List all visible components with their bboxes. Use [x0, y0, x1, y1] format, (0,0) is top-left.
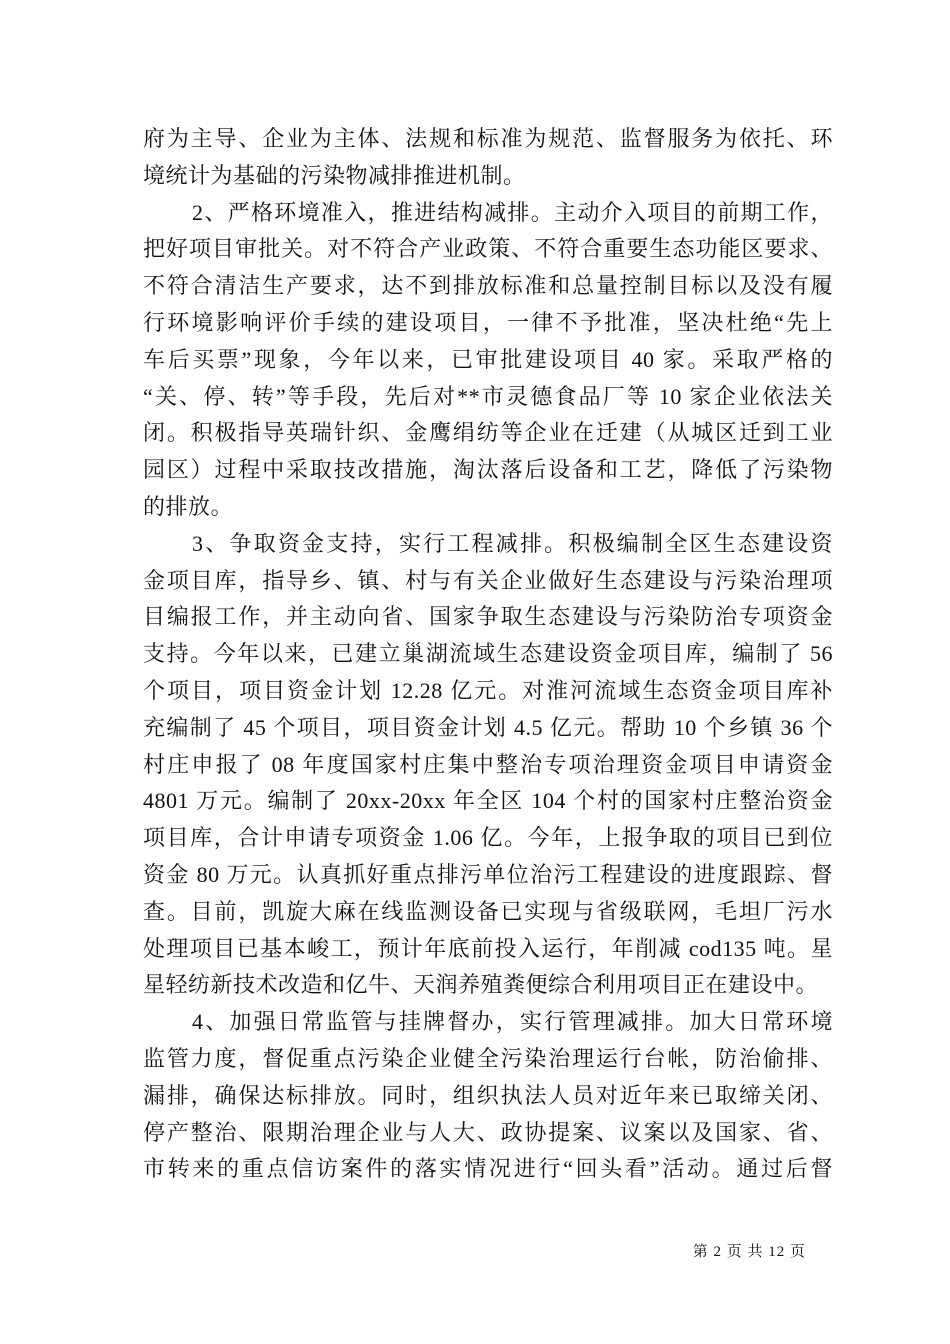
text-line: 闭。积极指导英瑞针织、金鹰绢纺等企业在迁建（从城区迁到工业	[143, 420, 833, 446]
text-line: 村庄申报了 08 年度国家村庄集中整治专项治理资金项目申请资金	[143, 751, 833, 777]
text-line: 充编制了 45 个项目，项目资金计划 4.5 亿元。帮助 10 个乡镇 36 个	[143, 714, 833, 740]
text-line: 支持。今年以来，已建立巢湖流域生态建设资金项目库，编制了 56	[143, 641, 833, 667]
page-number-footer: 第 2 页 共 12 页	[692, 1244, 806, 1260]
text-line: 市转来的重点信访案件的落实情况进行“回头看”活动。通过后督	[143, 1156, 833, 1182]
text-line: 处理项目已基本峻工，预计年底前投入运行，年削减 cod135 吨。星	[143, 935, 833, 961]
text-line: 查。目前，凯旋大麻在线监测设备已实现与省级联网，毛坦厂污水	[143, 898, 833, 924]
text-line: 车后买票”现象，今年以来，已审批建设项目 40 家。采取严格的	[143, 346, 833, 372]
paragraph	[143, 121, 833, 195]
text-line: 监管力度，督促重点污染企业健全污染治理运行台帐，防治偷排、	[143, 1045, 833, 1071]
text-line: 4、加强日常监管与挂牌督办，实行管理减排。加大日常环境	[192, 1009, 833, 1035]
text-line: 境统计为基础的污染物减排推进机制。	[143, 162, 526, 188]
text-line: 项目库，合计申请专项资金 1.06 亿。今年，上报争取的项目已到位	[143, 825, 833, 851]
text-line: 不符合清洁生产要求，达不到排放标准和总量控制目标以及没有履	[143, 273, 833, 299]
text-line: 漏排，确保达标排放。同时，组织执法人员对近年来已取缔关闭、	[143, 1082, 833, 1108]
text-line: 园区）过程中采取技改措施，淘汰落后设备和工艺，降低了污染物	[143, 457, 833, 483]
paragraph	[143, 1004, 833, 1188]
text-line: 4801 万元。编制了 20xx-20xx 年全区 104 个村的国家村庄整治资金	[143, 788, 833, 814]
text-line: 星轻纺新技术改造和亿牛、天润养殖粪便综合利用项目正在建设中。	[143, 972, 819, 998]
text-line: 府为主导、企业为主体、法规和标准为规范、监督服务为依托、环	[143, 126, 833, 151]
paragraph	[143, 526, 833, 1004]
text-line: “关、停、转”等手段，先后对**市灵德食品厂等 10 家企业依法关	[143, 383, 833, 409]
text-line: 行环境影响评价手续的建设项目，一律不予批准，坚决杜绝“先上	[143, 309, 833, 335]
text-line: 2、严格环境准入，推进结构减排。主动介入项目的前期工作，	[192, 199, 833, 225]
text-line: 3、争取资金支持，实行工程减排。积极编制全区生态建设资	[192, 530, 833, 556]
text-line: 金项目库，指导乡、镇、村与有关企业做好生态建设与污染治理项	[143, 567, 833, 593]
text-line: 资金 80 万元。认真抓好重点排污单位治污工程建设的进度跟踪、督	[143, 861, 833, 887]
text-line: 目编报工作，并主动向省、国家争取生态建设与污染防治专项资金	[143, 604, 833, 630]
text-line: 把好项目审批关。对不符合产业政策、不符合重要生态功能区要求、	[143, 236, 833, 262]
document-body	[143, 121, 833, 1188]
text-line: 的排放。	[143, 493, 234, 519]
paragraph	[143, 195, 833, 526]
text-line: 停产整治、限期治理企业与人大、政协提案、议案以及国家、省、	[143, 1119, 833, 1145]
text-line: 个项目，项目资金计划 12.28 亿元。对淮河流域生态资金项目库补	[143, 677, 833, 703]
